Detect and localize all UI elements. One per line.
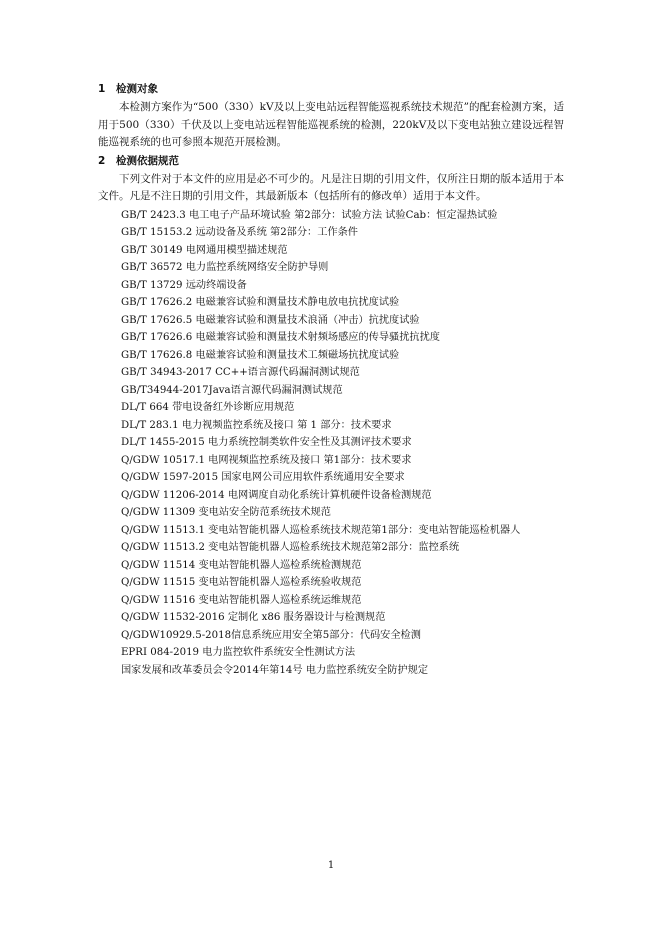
reference-item: GB/T 17626.5 电磁兼容试验和测量技术浪涌（冲击）抗扰度试验	[121, 314, 420, 326]
reference-item: Q/GDW 10517.1 电网视频监控系统及接口 第1部分：技术要求	[121, 454, 412, 466]
section-number: 2	[98, 154, 106, 167]
section-heading-1	[98, 82, 564, 96]
reference-item: GB/T 36572 电力监控系统网络安全防护导则	[121, 262, 329, 273]
reference-item: GB/T 2423.3 电工电子产品环境试验 第2部分：试验方法 试验Cab：恒定湿热试验	[121, 209, 498, 221]
reference-item: DL/T 1455-2015 电力系统控制类软件安全性及其测评技术要求	[121, 437, 412, 448]
reference-item: Q/GDW 11516 变电站智能机器人巡检系统运维规范	[121, 594, 362, 606]
reference-item: GB/T 30149 电网通用模型描述规范	[121, 244, 288, 256]
section-title: 检测对象	[116, 83, 158, 95]
reference-list	[98, 207, 564, 680]
reference-item: Q/GDW 11206-2014 电网调度自动化系统计算机硬件设备检测规范	[121, 489, 432, 501]
section-title: 检测依据规范	[116, 154, 179, 167]
reference-item: GB/T 17626.8 电磁兼容试验和测量技术工频磁场抗扰度试验	[121, 349, 400, 361]
document-body	[98, 82, 564, 679]
reference-item: DL/T 664 带电设备红外诊断应用规范	[121, 402, 295, 413]
reference-item: 国家发展和改革委员会令2014年第14号 电力监控系统安全防护规定	[121, 664, 429, 676]
reference-item: GB/T 13729 远动终端设备	[121, 279, 247, 291]
reference-item: Q/GDW 11514 变电站智能机器人巡检系统检测规范	[121, 559, 362, 571]
reference-item: Q/GDW10929.5-2018信息系统应用安全第5部分：代码安全检测	[121, 629, 421, 641]
reference-item: Q/GDW 11515 变电站智能机器人巡检系统验收规范	[121, 577, 362, 588]
reference-item: GB/T34944-2017Java语言源代码漏洞测试规范	[121, 384, 343, 396]
reference-item: Q/GDW 11309 变电站安全防范系统技术规范	[121, 507, 331, 518]
reference-item: DL/T 283.1 电力视频监控系统及接口 第 1 部分：技术要求	[121, 419, 392, 431]
reference-item: GB/T 17626.6 电磁兼容试验和测量技术射频场感应的传导骚扰抗扰度	[121, 332, 440, 343]
reference-item: Q/GDW 1597-2015 国家电网公司应用软件系统通用安全要求	[121, 472, 405, 483]
reference-item: GB/T 17626.2 电磁兼容试验和测量技术静电放电抗扰度试验	[121, 297, 400, 308]
reference-item: Q/GDW 11513.2 变电站智能机器人巡检系统技术规范第2部分：监控系统	[121, 542, 460, 553]
page-number: 1	[327, 860, 335, 871]
reference-item: Q/GDW 11532-2016 定制化 x86 服务器设计与检测规范	[121, 612, 386, 623]
section-2-paragraph: 下列文件对于本文件的应用是必不可少的。凡是注日期的引用文件，仅所注日期的版本适用于本文件。凡是不注日期的引用文件，其最新版本（包括所有的修改单）适用于本文件。	[98, 172, 564, 202]
reference-item: GB/T 15153.2 远动设备及系统 第2部分：工作条件	[121, 227, 358, 238]
reference-item: GB/T 34943-2017 CC++语言源代码漏洞测试规范	[121, 367, 360, 378]
section-heading-2	[98, 154, 564, 168]
section-1-paragraph: 本检测方案作为“500（330）kV及以上变电站远程智能巡视系统技术规范”的配套检测方案，适用于500（330）千伏及以上变电站远程智能巡视系统的检测，220kV及以下变电站独立建设远程智能巡视系统的也可参照本规范开展检测。	[98, 101, 564, 148]
reference-item: Q/GDW 11513.1 变电站智能机器人巡检系统技术规范第1部分：变电站智能巡检机器人	[121, 524, 521, 536]
reference-item: EPRI 084-2019 电力监控软件系统安全性测试方法	[121, 647, 356, 658]
section-number: 1	[98, 83, 106, 95]
